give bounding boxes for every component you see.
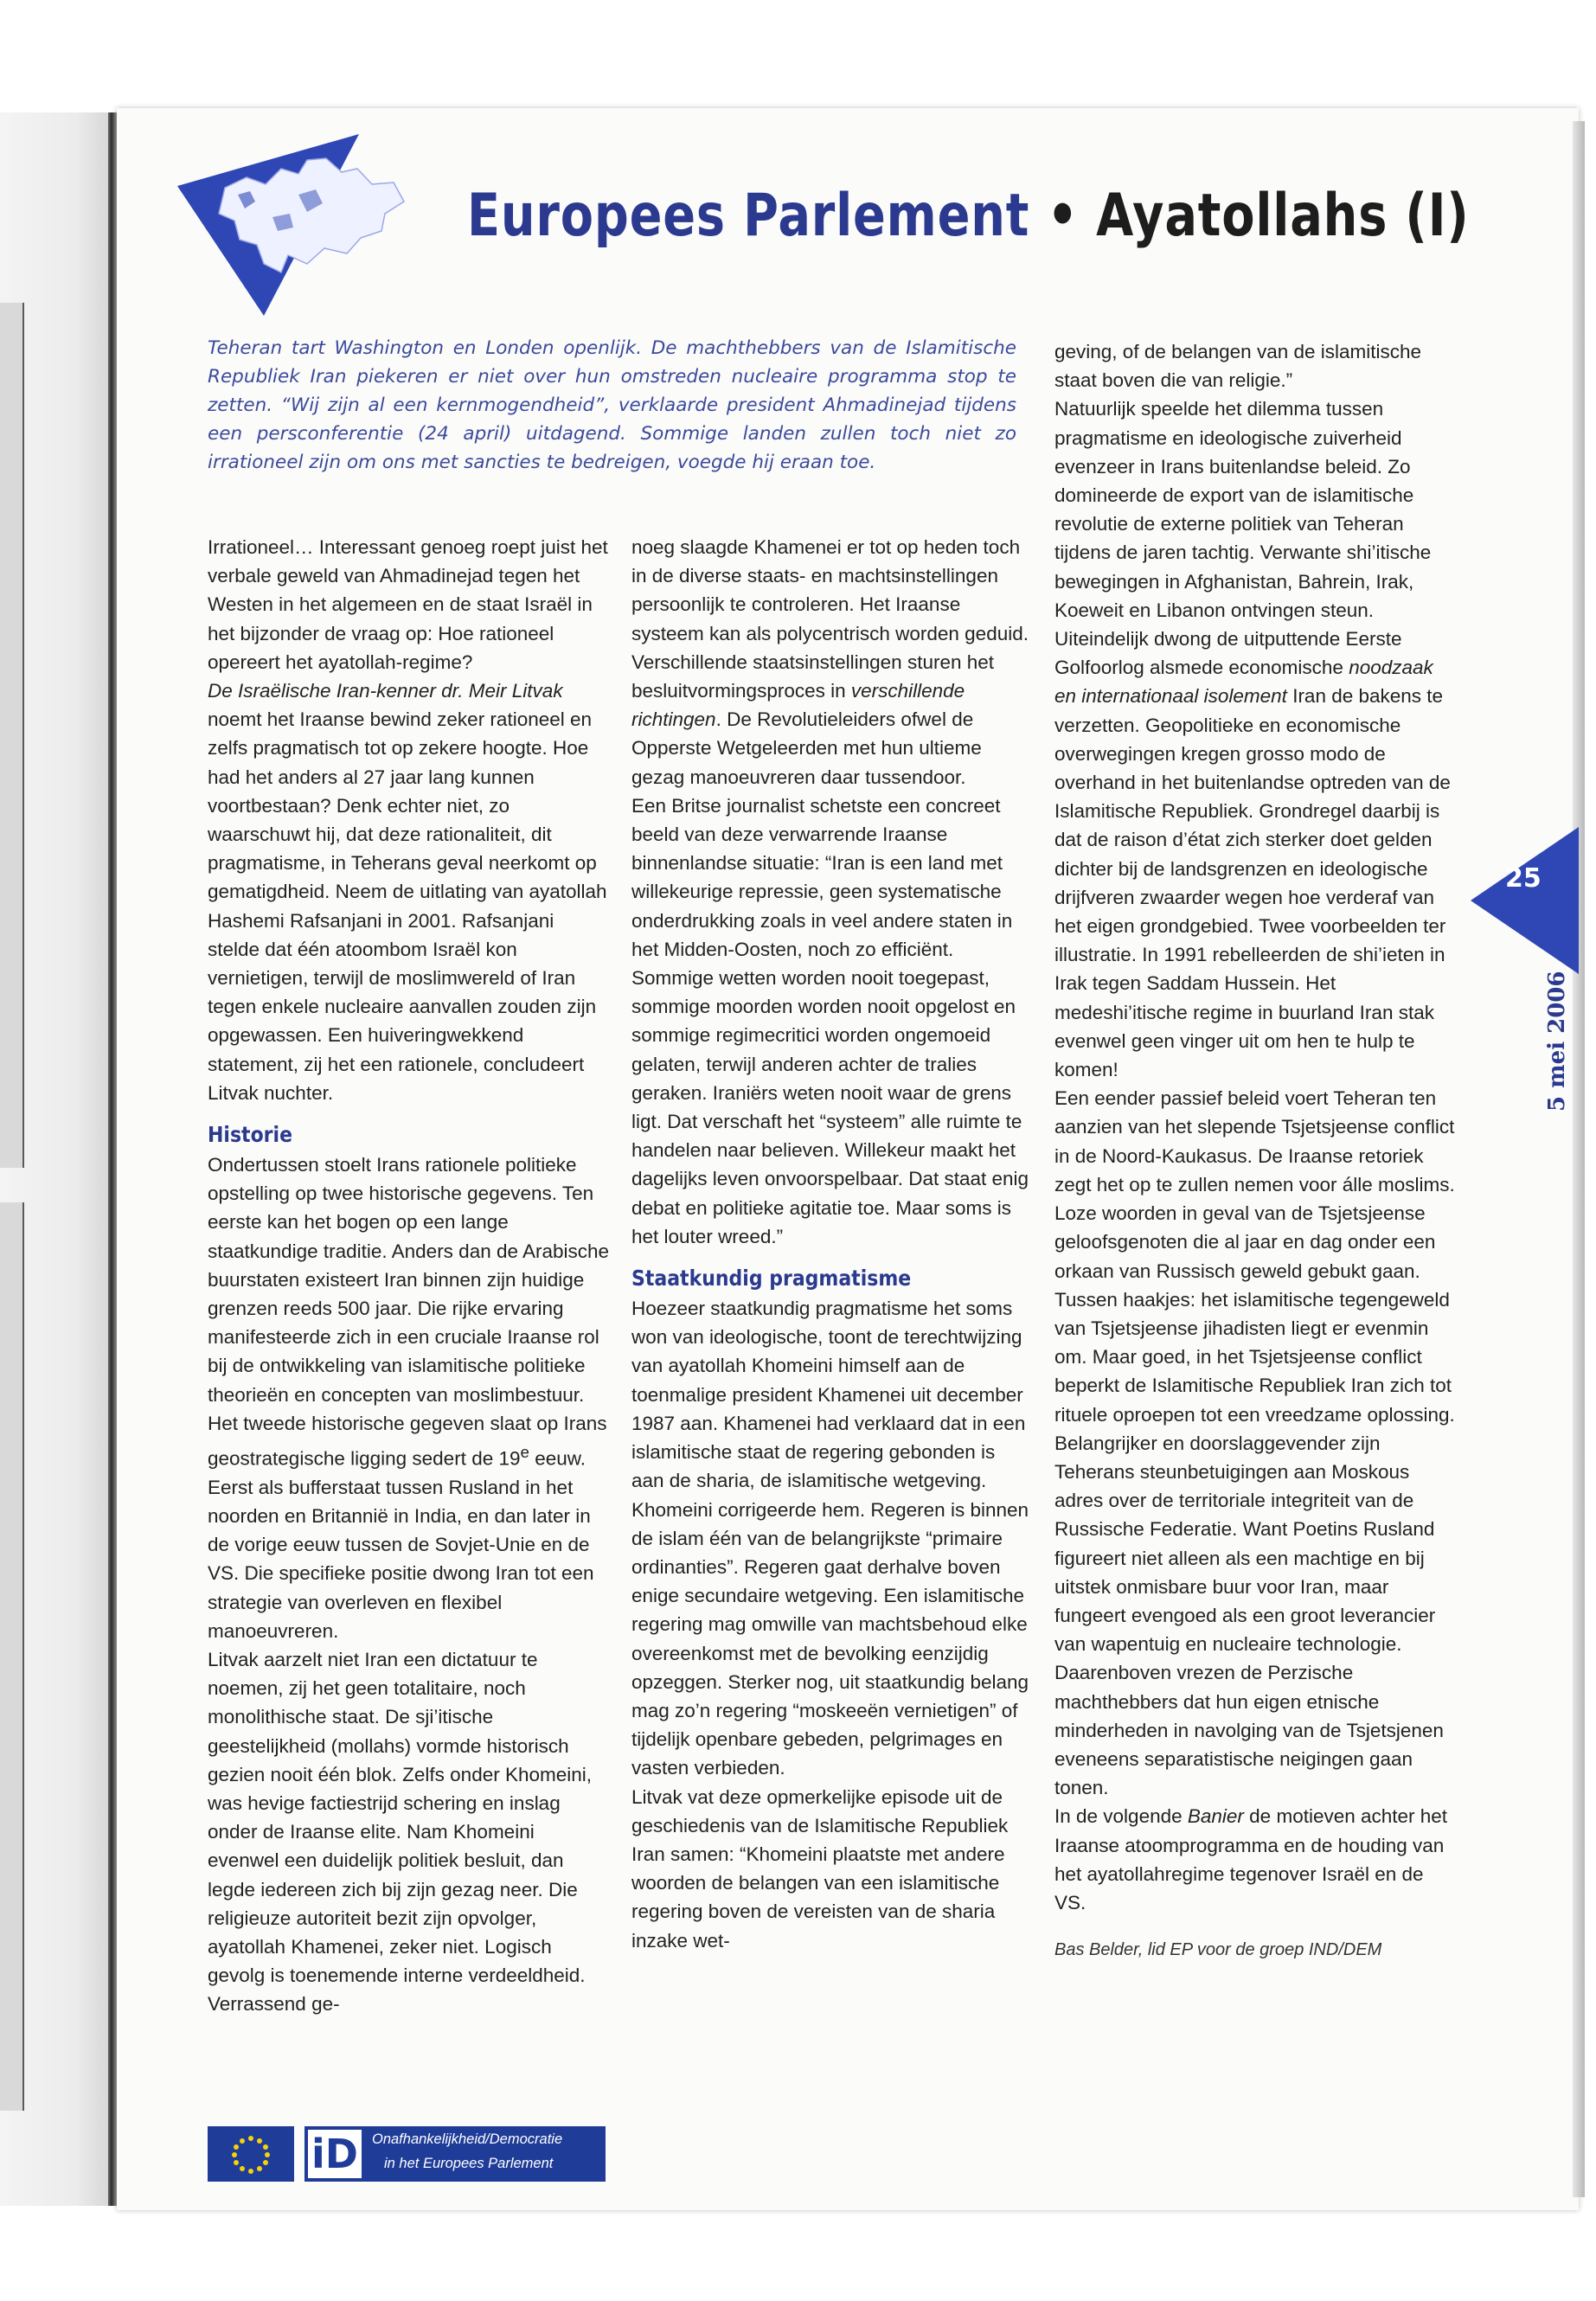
page-title [467,182,1470,250]
ind-dem-line-2: in het Europees Parlement [384,2156,554,2171]
section-heading-historie: Historie [208,1122,292,1148]
magazine-spine [108,112,117,2206]
italic-text: verschillende richtingen [631,680,965,731]
paragraph: Belangrijker en doorslaggevender zijn Teherans steunbetuigingen aan Moskous adres over de territoriale integriteit van de Russische Federatie. Want Poetins Rusland figureert niet alleen als een machtige en bij uitstek onmisbare buur voor Iran, maar fungeert evengoed als een groot leverancier van wapentuig en nucleaire technologie. Daarenboven vrezen de Perzische machthebbers dat hun eigen etnische minderheden in navolging van de Tsjetsjenen eveneens separatistische neigingen gaan tonen. [1054,1432,1444,1799]
paragraph: Litvak vat deze opmerkelijke episode uit de geschiedenis van de Islamitische Republiek Iran samen: “Khomeini plaatste met andere woorden de belangen van een islamitische regering boven de vereisten van de sharia inzake wet- [631,1785,1009,1952]
id-mark: iD [308,2130,362,2178]
paragraph-text: Uiteindelijk dwong de uitputtende Eerste Golfoorlog alsmede economische [1054,628,1402,679]
europe-map-triangle-icon [177,134,411,316]
page-number-tab [1471,827,1579,974]
paragraph-text: de motieven achter het Iraanse atoomprogramma en de houding van het ayatollahregime tegenover Israël en de VS. [1054,1805,1448,1913]
title-section: Europees Parlement [467,182,1030,250]
issue-date [1529,969,1581,1116]
paragraph [208,676,610,1107]
section-heading-staatkundig-pragmatisme: Staatkundig pragmatisme [631,1266,912,1292]
paragraph-text: noeg slaagde Khamenei er tot op heden toch in de diverse staats- en machtsinstellingen persoonlijk te controleren. Het Iraanse systeem kan als polycentrisch worden geduid. Verschillende staatsinstellingen sturen het besluitvormingsproces in [631,536,1029,702]
article-column-2 [631,533,1029,1955]
article-column-1 [208,533,610,2019]
paragraph: Een Britse journalist schetste een concreet beeld van deze verwarrende Iraanse binnenlandse situatie: “Iran is een land met willekeurige repressie, geen systematische onderdrukking zoals in veel andere staten in het Midden-Oosten, noch zo efficiënt. Sommige wetten worden nooit toegepast, sommige moorden worden nooit opgelost en sommige regimecritici worden ongemoeid gelaten, terwijl anderen achter de tralies geraken. Iraniërs weten nooit waar de grens ligt. Dat verschaft het “systeem” alle ruimte te handelen naar believen. Willekeur maakt het dagelijks leven onvoorspelbaar. Dat staat enig debat en politieke agitatie toe. Maar soms is het louter wreed.” [631,794,1029,1247]
issue-date-text: 5 mei 2006 [1544,971,1570,1112]
ind-dem-logo [304,2126,606,2182]
paragraph-text: eeuw. Eerst als bufferstaat tussen Rusland in het noorden en Britannië in India, en dan later in de vorige eeuw tussen de Sovjet-Unie en de VS. Die specifieke positie dwong Iran tot een strategie van overleven en flexibel manoeuvreren. [208,1447,594,1642]
eu-flag-icon [208,2126,294,2182]
paragraph: Een eender passief beleid voert Teheran ten aanzien van het slepende Tsjetsjeense conflict in de Noord-Kaukasus. De Iraanse retoriek zegt het op te zullen nemen voor álle moslims. Loze woorden in geval van de Tsjetsjeense geloofsgenoten die al jaar en dag onder een orkaan van Russisch geweld gebukt gaan. Tussen haakjes: het islamitische tegengeweld van Tsjetsjeense jihadisten liegt er evenmin om. Maar goed, in het Tsjetsjeense conflict beperkt de Islamitische Republiek Iran zich tot rituele oproepen tot een vreedzame oplossing. [1054,1087,1455,1426]
paragraph: Hoezeer staatkundig pragmatisme het soms won van ideologische, toont de terechtwijzing van ayatollah Khomeini himself aan de toenmalige president Khamenei uit december 1987 aan. Khamenei had verklaard dat in een islamitische staat de regering gebonden is aan de sharia, de islamitische wetgeving. Khomeini corrigeerde hem. Regeren is binnen de islam één van de belangrijkste “primaire ordinanties”. Regeren gaat derhalve boven enige secundaire wetgeving. Een islamitische regering mag omwille van machtsbehoud elke overeenkomst met de bevolking eenzijdig opzeggen. Sterker nog, uit staatkundig belang mag zo’n regering “moskeeën vernietigen” of tijdelijk openbare gebeden, pelgrimages en vasten verbieden. [631,1298,1029,1779]
paragraph [631,533,1029,792]
superscript: e [520,1443,529,1462]
paragraph-text: noemt het Iraanse bewind zeker rationeel en zelfs pragmatisch tot op zekere hoogte. Hoe had het anders al 27 jaar lang kunnen voortbestaan? Denk echter niet, zo waarschuwt hij, dat deze rationaliteit, dit pragmatisme, in Teherans geval neerkomt op gematigdheid. Neem de uitlating van ayatollah Hashemi Rafsanjani in 2001. Rafsanjani stelde dat één atoombom Israël kon vernietigen, terwijl de moslimwereld of Iran tegen enkele nucleaire aanvallen zouden zijn opgewassen. Een huiveringwekkend statement, zij het een rationele, concludeert Litvak nuchter. [208,708,607,1104]
paragraph: Ondertussen stoelt Irans rationele politieke opstelling op twee historische gegevens. Ten eerste kan het bogen op een lange staatkundige traditie. Anders dan de Arabische buurstaten existeert Iran binnen zijn huidige grenzen reeds 500 jaar. Die rijke ervaring manifesteerde zich in een cruciale Iraanse rol bij de ontwikkeling van islamitische politieke theorieën en concepten van moslimbestuur. [208,1154,610,1406]
italic-text: De Israëlische Iran-kenner dr. Meir Litvak [208,680,563,702]
page-edge [1573,121,1585,2197]
paragraph-text: Het tweede historische gegeven slaat op Irans geostrategische ligging sedert de 19 [208,1412,607,1470]
paragraph-text: . De Revolutieleiders ofwel de Opperste Wetgeleerden met hun ultieme gezag manoeuvreren daar tussendoor. [631,708,982,788]
paragraph-text: In de volgende [1054,1805,1188,1828]
paragraph: geving, of de belangen van de islamitische staat boven die van religie.” [1054,341,1422,392]
italic-text: noodzaak en internationaal isolement [1054,657,1433,708]
adjacent-page-strip-bottom [0,1202,24,2111]
footer-logos [208,2126,610,2182]
article-intro: Teheran tart Washington en Londen openlijk. De machthebbers van de Islamitische Republiek Iran piekeren er niet over hun omstreden nucleaire programma stop te zetten. “Wij zijn al een kernmogendheid”, verklaarde president Ahmadinejad tijdens een persconferentie (24 april) uitdagend. Sommige landen zullen toch niet zo irrationeel zijn om ons met sancties te bedreigen, voegde hij eraan toe. [208,337,1016,473]
paragraph: Natuurlijk speelde het dilemma tussen pragmatisme en ideologische zuiverheid evenzeer in Irans buitenlandse beleid. Zo domineerde de export van de islamitische revolutie de externe politiek van Teheran tijdens de jaren tachtig. Verwante shi’itische bewegingen in Afghanistan, Bahrein, Irak, Koeweit en Libanon ontvingen steun. [1054,398,1432,621]
title-subject: Ayatollahs (I) [1096,182,1470,250]
article-column-3 [1054,337,1459,1965]
paragraph [1054,625,1459,1084]
paragraph-text: Iran de bakens te verzetten. Geopolitieke en economische overwegingen kregen grosso modo de overhand in het buitenlandse optreden van de Islamitische Republiek. Grondregel daarbij is dat de raison d’état zich sterker doet gelden dichter bij de landsgrenzen en ideologische drijfveren zwaarder wegen hoe verderaf van het eigen grondgebied. Twee voorbeelden ter illustratie. In 1991 rebelleerden de shi’ieten in Irak tegen Saddam Hussein. Het medeshi’itische regime in buurland Iran stak evenwel geen vinger uit om hen te hulp te komen! [1054,685,1451,1081]
author-signature: Bas Belder, lid EP voor de groep IND/DEM [1054,1940,1382,1960]
paragraph: Irrationeel… Interessant genoeg roept juist het verbale geweld van Ahmadinejad tegen het Westen in het algemeen en de staat Israël in het bijzonder de vraag op: Hoe rationeel opereert het ayatollah-regime? [208,536,608,673]
title-separator: • [1047,182,1079,250]
adjacent-page-strip-top [0,303,24,1168]
paragraph [208,1409,610,1645]
paragraph [1054,1802,1459,1917]
italic-text: Banier [1187,1805,1244,1828]
paragraph: Litvak aarzelt niet Iran een dictatuur te noemen, zij het geen totalitaire, noch monolithische staat. De sji’itische geestelijkheid (mollahs) vormde historisch gezien nooit één blok. Zelfs onder Khomeini, was hevige factiestrijd schering en inslag onder de Iraanse elite. Nam Khomeini evenwel een duidelijk politiek besluit, dan legde iedereen zich bij zijn gezag neer. Die religieuze autoriteit bezit zijn opvolger, ayatollah Khamenei, zeker niet. Logisch gevolg is toenemende interne verdeeldheid. Verrassend ge- [208,1649,593,2016]
ind-dem-line-1: Onafhankelijkheid/Democratie [372,2131,563,2147]
page-number: 25 [1505,863,1542,894]
